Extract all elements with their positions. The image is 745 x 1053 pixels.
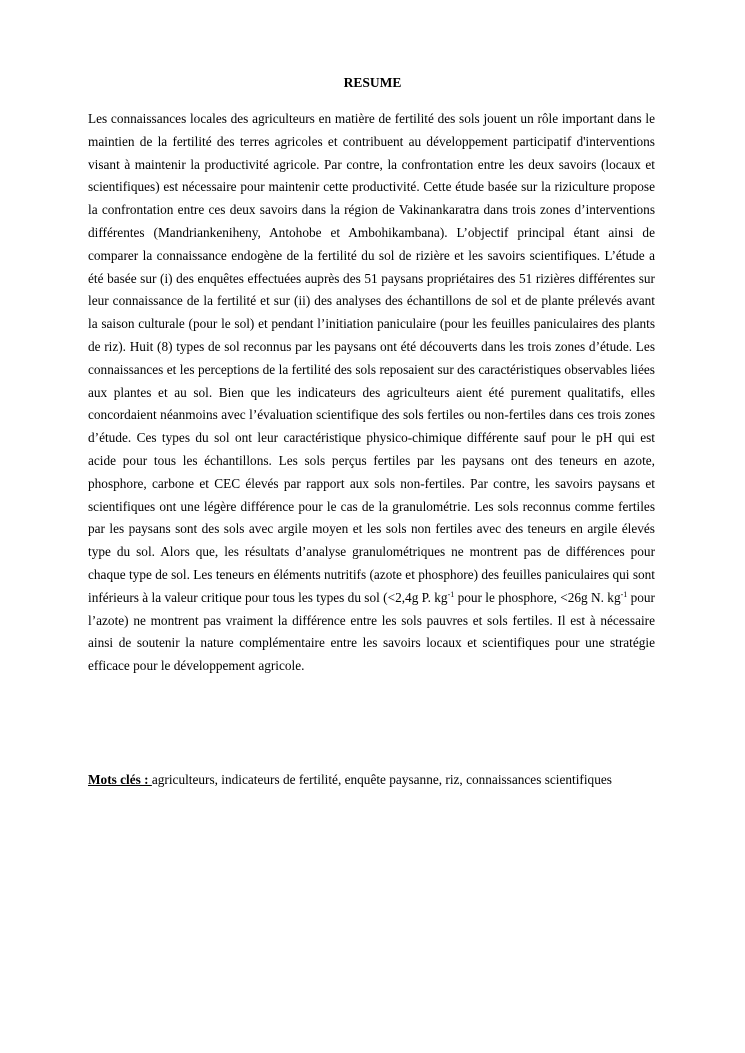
superscript-unit-2: -1 [620, 589, 628, 599]
keywords-paragraph [88, 771, 655, 790]
page-title: RESUME [343, 75, 402, 90]
abstract-text-part-3: pour l’azote) ne montrent pas vraiment la différence entre les sols pauvres et sols fertiles. Il est à nécessaire ainsi de soutenir la nature complémentaire entre les savoirs locaux et scientifiques pour une stratégie efficace pour le développement agricole. [88, 589, 655, 674]
keywords-text: agriculteurs, indicateurs de fertilité, enquête paysanne, riz, connaissances scientifiques [151, 772, 612, 787]
superscript-unit-1: -1 [447, 589, 455, 599]
abstract-text-part-2: pour le phosphore, <26g N. kg [454, 589, 621, 605]
abstract-paragraph [88, 108, 655, 678]
keywords-label: Mots clés : [88, 772, 152, 787]
abstract-text-part-1: Les connaissances locales des agriculteurs en matière de fertilité des sols jouent un rôle important dans le maintien de la fertilité des terres agricoles et contribuent au développement participatif d'interventions visant à maintenir la productivité agricole. Par contre, la confrontation entre les deux savoirs (locaux et scientifiques) est nécessaire pour maintenir cette productivité. Cette étude basée sur la riziculture propose la confrontation entre ces deux savoirs dans la région de Vakinankaratra dans trois zones d’interventions différentes (Mandriankeniheny, Antohobe et Ambohikambana). L’objectif principal étant ainsi de comparer la connaissance endogène de la fertilité du sol de rizière et les savoirs scientifiques. L’étude a été basée sur (i) des enquêtes effectuées auprès des 51 paysans propriétaires des 51 rizières différentes sur leur connaissance de la fertilité et sur (ii) des analyses des échantillons de sol et de plante prélevés avant la saison culturale (pour le sol) et pendant l’initiation paniculaire (pour les feuilles paniculaires des plants de riz). Huit (8) types de sol reconnus par les paysans ont été découverts dans les trois zones d’étude. Les connaissances et les perceptions de la fertilité des sols reposaient sur des caractéristiques observables liées aux plantes et au sol. Bien que les indicateurs des agriculteurs aient été purement qualitatifs, elles concordaient néanmoins avec l’évaluation scientifique des sols fertiles ou non-fertiles dans ces trois zones d’étude. Ces types du sol ont leur caractéristique physico-chimique différente sauf pour le pH qui est acide pour tous les échantillons. Les sols perçus fertiles par les paysans ont des teneurs en azote, phosphore, carbone et CEC élevés par rapport aux sols non-fertiles. Par contre, les savoirs paysans et scientifiques ont une légère différence pour le cas de la granulométrie. Les sols reconnus comme fertiles par les paysans sont des sols avec argile moyen et les sols non fertiles avec des teneurs en argile élevés type du sol. Alors que, les résultats d’analyse granulométriques ne montrent pas de différences pour chaque type de sol. Les teneurs en éléments nutritifs (azote et phosphore) des feuilles paniculaires qui sont inférieurs à la valeur critique pour tous les types du sol (<2,4g P. kg [88, 111, 655, 605]
